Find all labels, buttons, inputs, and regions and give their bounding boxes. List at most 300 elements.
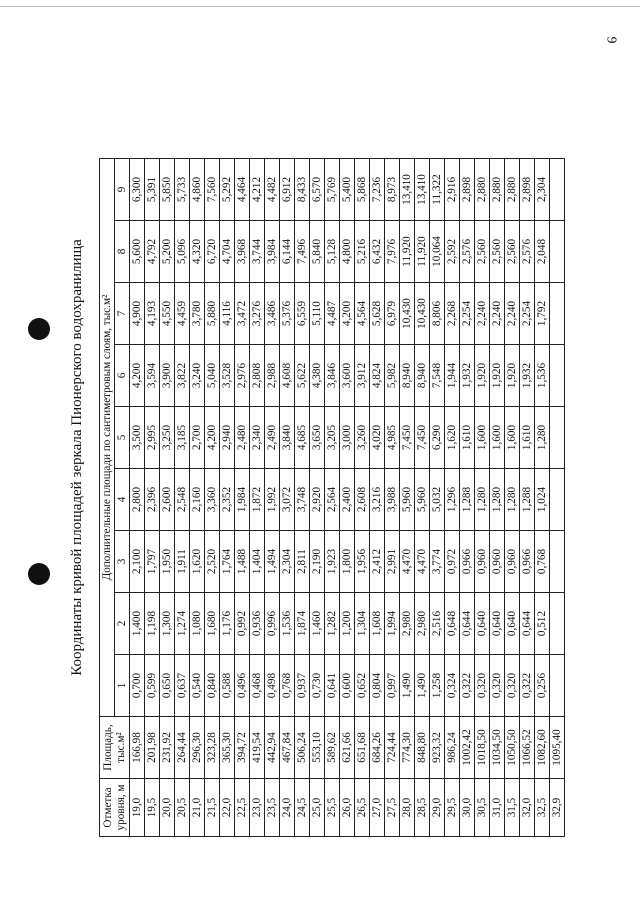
column-number-header: 8 — [115, 221, 130, 283]
additional-area-cell: 4,564 — [355, 283, 370, 345]
additional-area-cell: 2,396 — [145, 469, 160, 531]
additional-area-cell: 0,540 — [190, 655, 205, 717]
additional-area-cell: 1,404 — [250, 531, 265, 593]
additional-area-cell: 1,984 — [235, 469, 250, 531]
additional-area-cell: 1,304 — [355, 593, 370, 655]
additional-area-cell: 4,464 — [235, 159, 250, 221]
additional-area-cell: 6,912 — [280, 159, 295, 221]
column-number-header: 6 — [115, 345, 130, 407]
additional-area-cell: 4,200 — [205, 407, 220, 469]
level-cell: 29,0 — [430, 779, 445, 837]
additional-area-cell: 4,200 — [340, 283, 355, 345]
additional-area-cell: 4,320 — [190, 221, 205, 283]
level-cell: 24,5 — [295, 779, 310, 837]
area-cell: 684,26 — [370, 717, 385, 779]
additional-area-cell: 0,960 — [475, 531, 490, 593]
column-number-header: 9 — [115, 159, 130, 221]
additional-area-cell: 2,304 — [535, 159, 550, 221]
header-additional-areas: Дополнительные площади по сантиметровым слоям, тыс.м² — [100, 159, 115, 717]
area-cell: 1002,42 — [460, 717, 475, 779]
additional-area-cell: 1,490 — [400, 655, 415, 717]
additional-area-cell: 3,360 — [205, 469, 220, 531]
area-cell: 467,84 — [280, 717, 295, 779]
area-cell: 923,32 — [430, 717, 445, 779]
additional-area-cell: 3,984 — [265, 221, 280, 283]
additional-area-cell: 2,940 — [220, 407, 235, 469]
additional-area-cell: 1,872 — [250, 469, 265, 531]
additional-area-cell: 1,932 — [460, 345, 475, 407]
level-cell: 20,5 — [175, 779, 190, 837]
table-row — [460, 159, 475, 837]
table-row — [145, 159, 160, 837]
additional-area-cell: 1,600 — [490, 407, 505, 469]
additional-area-cell: 5,110 — [310, 283, 325, 345]
additional-area-cell: 11,322 — [430, 159, 445, 221]
additional-area-cell: 3,840 — [280, 407, 295, 469]
additional-area-cell: 0,599 — [145, 655, 160, 717]
additional-area-cell: 5,733 — [175, 159, 190, 221]
level-cell: 29,5 — [445, 779, 460, 837]
additional-area-cell: 5,600 — [130, 221, 145, 283]
level-cell: 23,0 — [250, 779, 265, 837]
additional-area-cell: 2,516 — [430, 593, 445, 655]
additional-area-cell: 0,936 — [250, 593, 265, 655]
additional-area-cell: 2,600 — [160, 469, 175, 531]
area-cell: 296,30 — [190, 717, 205, 779]
additional-area-cell: 3,528 — [220, 345, 235, 407]
area-cell: 848,80 — [415, 717, 430, 779]
additional-area-cell: 4,380 — [310, 345, 325, 407]
additional-area-cell: 1,198 — [145, 593, 160, 655]
additional-area-cell: 1,911 — [175, 531, 190, 593]
additional-area-cell — [550, 283, 565, 345]
additional-area-cell: 1,200 — [340, 593, 355, 655]
level-cell: 23,5 — [265, 779, 280, 837]
additional-area-cell: 0,960 — [490, 531, 505, 593]
additional-area-cell: 10,064 — [430, 221, 445, 283]
additional-area-cell: 2,898 — [520, 159, 535, 221]
level-cell: 21,0 — [190, 779, 205, 837]
additional-area-cell: 6,144 — [280, 221, 295, 283]
additional-area-cell: 0,600 — [340, 655, 355, 717]
additional-area-cell: 1,288 — [520, 469, 535, 531]
additional-area-cell: 0,972 — [445, 531, 460, 593]
table-body — [130, 159, 565, 837]
table-row — [160, 159, 175, 837]
additional-area-cell: 1,608 — [370, 593, 385, 655]
additional-area-cell: 11,920 — [415, 221, 430, 283]
level-cell: 31,5 — [505, 779, 520, 837]
level-cell: 28,5 — [415, 779, 430, 837]
additional-area-cell: 2,976 — [235, 345, 250, 407]
table-row — [280, 159, 295, 837]
area-cell: 986,24 — [445, 717, 460, 779]
additional-area-cell: 5,850 — [160, 159, 175, 221]
additional-area-cell: 0,648 — [445, 593, 460, 655]
level-cell: 25,0 — [310, 779, 325, 837]
level-cell: 22,0 — [220, 779, 235, 837]
additional-area-cell: 1,274 — [175, 593, 190, 655]
additional-area-cell: 4,608 — [280, 345, 295, 407]
additional-area-cell: 3,650 — [310, 407, 325, 469]
additional-area-cell: 2,352 — [220, 469, 235, 531]
additional-area-cell: 2,100 — [130, 531, 145, 593]
additional-area-cell: 5,128 — [325, 221, 340, 283]
area-cell: 394,72 — [235, 717, 250, 779]
additional-area-cell: 11,920 — [400, 221, 415, 283]
table-row — [490, 159, 505, 837]
area-cell: 166,98 — [130, 717, 145, 779]
area-cell: 264,44 — [175, 717, 190, 779]
additional-area-cell: 1,080 — [190, 593, 205, 655]
additional-area-cell: 2,340 — [250, 407, 265, 469]
table-row — [265, 159, 280, 837]
additional-area-cell: 3,240 — [190, 345, 205, 407]
table-row — [370, 159, 385, 837]
additional-area-cell: 10,430 — [400, 283, 415, 345]
additional-area-cell — [550, 345, 565, 407]
additional-area-cell: 0,320 — [490, 655, 505, 717]
additional-area-cell: 1,400 — [130, 593, 145, 655]
additional-area-cell: 7,236 — [370, 159, 385, 221]
additional-area-cell: 2,898 — [460, 159, 475, 221]
level-cell: 27,0 — [370, 779, 385, 837]
level-cell: 25,5 — [325, 779, 340, 837]
additional-area-cell: 4,482 — [265, 159, 280, 221]
additional-area-cell: 0,937 — [295, 655, 310, 717]
additional-area-cell: 1,610 — [520, 407, 535, 469]
additional-area-cell: 1,994 — [385, 593, 400, 655]
table-row — [250, 159, 265, 837]
additional-area-cell: 3,780 — [190, 283, 205, 345]
additional-area-cell: 1,932 — [520, 345, 535, 407]
additional-area-cell: 1,920 — [505, 345, 520, 407]
table-row — [205, 159, 220, 837]
additional-area-cell: 5,096 — [175, 221, 190, 283]
column-number-header: 2 — [115, 593, 130, 655]
table-row — [130, 159, 145, 837]
additional-area-cell — [550, 159, 565, 221]
level-cell: 32,0 — [520, 779, 535, 837]
additional-area-cell: 5,040 — [205, 345, 220, 407]
additional-area-cell: 0,496 — [235, 655, 250, 717]
level-cell: 20,0 — [160, 779, 175, 837]
level-cell: 19,0 — [130, 779, 145, 837]
additional-area-cell: 0,640 — [475, 593, 490, 655]
additional-area-cell: 4,824 — [370, 345, 385, 407]
additional-area-cell: 5,376 — [280, 283, 295, 345]
additional-area-cell: 13,410 — [400, 159, 415, 221]
area-cell: 231,92 — [160, 717, 175, 779]
additional-area-cell: 7,560 — [205, 159, 220, 221]
additional-area-cell: 4,212 — [250, 159, 265, 221]
additional-area-cell: 4,020 — [370, 407, 385, 469]
additional-area-cell: 1,920 — [475, 345, 490, 407]
level-cell: 26,0 — [340, 779, 355, 837]
table-row — [415, 159, 430, 837]
additional-area-cell: 5,200 — [160, 221, 175, 283]
additional-area-cell: 3,968 — [235, 221, 250, 283]
additional-area-cell: 1,024 — [535, 469, 550, 531]
additional-area-cell: 7,450 — [400, 407, 415, 469]
additional-area-cell: 1,460 — [310, 593, 325, 655]
header-level: Отметка уровня, м — [100, 779, 130, 837]
additional-area-cell: 0,960 — [505, 531, 520, 593]
area-cell: 1050,50 — [505, 717, 520, 779]
table-row — [400, 159, 415, 837]
additional-area-cell: 2,304 — [280, 531, 295, 593]
additional-area-cell: 0,320 — [475, 655, 490, 717]
additional-area-cell: 2,800 — [130, 469, 145, 531]
additional-area-cell: 1,600 — [475, 407, 490, 469]
additional-area-cell: 2,560 — [490, 221, 505, 283]
additional-area-cell: 0,992 — [235, 593, 250, 655]
additional-area-cell: 1,288 — [460, 469, 475, 531]
additional-area-cell: 0,512 — [535, 593, 550, 655]
additional-area-cell: 1,874 — [295, 593, 310, 655]
additional-area-cell: 2,576 — [460, 221, 475, 283]
additional-area-cell: 1,280 — [535, 407, 550, 469]
table-row — [550, 159, 565, 837]
additional-area-cell: 3,486 — [265, 283, 280, 345]
additional-area-cell — [550, 221, 565, 283]
additional-area-cell: 5,400 — [340, 159, 355, 221]
additional-area-cell: 2,991 — [385, 531, 400, 593]
additional-area-cell: 1,536 — [535, 345, 550, 407]
additional-area-cell: 1,282 — [325, 593, 340, 655]
additional-area-cell: 2,592 — [445, 221, 460, 283]
additional-area-cell: 0,644 — [460, 593, 475, 655]
additional-area-cell: 3,748 — [295, 469, 310, 531]
additional-area-cell: 2,980 — [415, 593, 430, 655]
additional-area-cell: 0,652 — [355, 655, 370, 717]
additional-area-cell: 1,944 — [445, 345, 460, 407]
additional-area-cell: 6,720 — [205, 221, 220, 283]
additional-area-cell: 4,193 — [145, 283, 160, 345]
additional-area-cell: 2,480 — [235, 407, 250, 469]
additional-area-cell: 2,920 — [310, 469, 325, 531]
table-row — [430, 159, 445, 837]
additional-area-cell: 7,496 — [295, 221, 310, 283]
level-cell: 28,0 — [400, 779, 415, 837]
additional-area-cell — [550, 593, 565, 655]
additional-area-cell: 0,768 — [535, 531, 550, 593]
additional-area-cell: 2,240 — [490, 283, 505, 345]
additional-area-cell: 5,292 — [220, 159, 235, 221]
additional-area-cell: 4,685 — [295, 407, 310, 469]
additional-area-cell: 0,320 — [505, 655, 520, 717]
additional-area-cell: 4,704 — [220, 221, 235, 283]
additional-area-cell: 5,391 — [145, 159, 160, 221]
additional-area-cell: 5,960 — [415, 469, 430, 531]
additional-area-cell: 1,280 — [505, 469, 520, 531]
additional-area-cell: 4,200 — [130, 345, 145, 407]
table-row — [535, 159, 550, 837]
additional-area-cell: 2,811 — [295, 531, 310, 593]
level-cell: 22,5 — [235, 779, 250, 837]
additional-area-cell: 1,296 — [445, 469, 460, 531]
additional-area-cell: 0,256 — [535, 655, 550, 717]
area-cell: 442,94 — [265, 717, 280, 779]
additional-area-cell: 0,640 — [505, 593, 520, 655]
additional-area-cell: 4,550 — [160, 283, 175, 345]
table-row — [190, 159, 205, 837]
level-cell: 24,0 — [280, 779, 295, 837]
additional-area-cell — [550, 655, 565, 717]
additional-area-cell: 5,216 — [355, 221, 370, 283]
additional-area-cell: 3,250 — [160, 407, 175, 469]
additional-area-cell: 2,560 — [475, 221, 490, 283]
additional-area-cell: 3,276 — [250, 283, 265, 345]
additional-area-cell: 1,920 — [490, 345, 505, 407]
additional-area-cell: 1,494 — [265, 531, 280, 593]
additional-area-cell: 1,923 — [325, 531, 340, 593]
area-cell: 1018,50 — [475, 717, 490, 779]
additional-area-cell: 3,744 — [250, 221, 265, 283]
additional-area-cell: 0,637 — [175, 655, 190, 717]
additional-area-cell: 8,940 — [415, 345, 430, 407]
area-cell: 201,98 — [145, 717, 160, 779]
additional-area-cell: 5,880 — [205, 283, 220, 345]
additional-area-cell: 0,324 — [445, 655, 460, 717]
additional-area-cell — [550, 469, 565, 531]
area-cell: 724,44 — [385, 717, 400, 779]
additional-area-cell: 1,620 — [190, 531, 205, 593]
column-number-header: 7 — [115, 283, 130, 345]
area-cell: 1066,52 — [520, 717, 535, 779]
additional-area-cell: 2,520 — [205, 531, 220, 593]
additional-area-cell: 0,644 — [520, 593, 535, 655]
additional-area-cell: 4,900 — [130, 283, 145, 345]
additional-area-cell: 3,912 — [355, 345, 370, 407]
additional-area-cell: 2,240 — [475, 283, 490, 345]
additional-area-cell: 1,764 — [220, 531, 235, 593]
additional-area-cell: 4,470 — [415, 531, 430, 593]
additional-area-cell: 1,620 — [445, 407, 460, 469]
additional-area-cell: 0,730 — [310, 655, 325, 717]
additional-area-cell: 3,600 — [340, 345, 355, 407]
additional-area-cell: 3,822 — [175, 345, 190, 407]
additional-area-cell: 2,190 — [310, 531, 325, 593]
additional-area-cell: 1,176 — [220, 593, 235, 655]
additional-area-cell: 6,559 — [295, 283, 310, 345]
additional-area-cell: 3,000 — [340, 407, 355, 469]
level-cell: 26,5 — [355, 779, 370, 837]
additional-area-cell: 0,840 — [205, 655, 220, 717]
additional-area-cell: 2,980 — [400, 593, 415, 655]
column-number-header: 5 — [115, 407, 130, 469]
area-cell: 1095,40 — [550, 717, 565, 779]
additional-area-cell: 4,116 — [220, 283, 235, 345]
additional-area-cell: 8,433 — [295, 159, 310, 221]
additional-area-cell: 1,258 — [430, 655, 445, 717]
additional-area-cell: 1,300 — [160, 593, 175, 655]
additional-area-cell: 0,966 — [520, 531, 535, 593]
table-row — [475, 159, 490, 837]
additional-area-cell: 2,400 — [340, 469, 355, 531]
additional-area-cell: 4,470 — [400, 531, 415, 593]
rotated-sheet — [57, 60, 592, 855]
additional-area-cell: 5,769 — [325, 159, 340, 221]
area-curve-table — [99, 158, 565, 837]
additional-area-cell: 2,548 — [175, 469, 190, 531]
table-row — [220, 159, 235, 837]
additional-area-cell: 0,322 — [460, 655, 475, 717]
additional-area-cell: 3,900 — [160, 345, 175, 407]
level-cell: 32,9 — [550, 779, 565, 837]
area-cell: 1082,60 — [535, 717, 550, 779]
additional-area-cell: 1,488 — [235, 531, 250, 593]
additional-area-cell: 0,966 — [460, 531, 475, 593]
punch-hole-bottom — [28, 563, 50, 585]
additional-area-cell: 1,792 — [535, 283, 550, 345]
additional-area-cell: 1,800 — [340, 531, 355, 593]
additional-area-cell: 1,992 — [265, 469, 280, 531]
additional-area-cell: 2,564 — [325, 469, 340, 531]
table-row — [295, 159, 310, 837]
additional-area-cell: 0,322 — [520, 655, 535, 717]
additional-area-cell: 7,548 — [430, 345, 445, 407]
additional-area-cell: 3,260 — [355, 407, 370, 469]
additional-area-cell: 1,950 — [160, 531, 175, 593]
level-cell: 31,0 — [490, 779, 505, 837]
table-row — [325, 159, 340, 837]
additional-area-cell: 0,588 — [220, 655, 235, 717]
additional-area-cell: 0,468 — [250, 655, 265, 717]
area-cell: 365,30 — [220, 717, 235, 779]
additional-area-cell: 3,185 — [175, 407, 190, 469]
additional-area-cell: 10,430 — [415, 283, 430, 345]
additional-area-cell: 2,880 — [505, 159, 520, 221]
area-cell: 774,30 — [400, 717, 415, 779]
additional-area-cell: 3,472 — [235, 283, 250, 345]
additional-area-cell — [550, 531, 565, 593]
area-cell: 621,66 — [340, 717, 355, 779]
table-row — [445, 159, 460, 837]
additional-area-cell: 2,988 — [265, 345, 280, 407]
additional-area-cell: 2,490 — [265, 407, 280, 469]
additional-area-cell: 0,700 — [130, 655, 145, 717]
additional-area-cell: 3,846 — [325, 345, 340, 407]
level-cell: 30,0 — [460, 779, 475, 837]
additional-area-cell: 5,960 — [400, 469, 415, 531]
table-row — [520, 159, 535, 837]
additional-area-cell: 3,594 — [145, 345, 160, 407]
additional-area-cell: 1,600 — [505, 407, 520, 469]
additional-area-cell: 1,490 — [415, 655, 430, 717]
additional-area-cell: 13,410 — [415, 159, 430, 221]
table-row — [355, 159, 370, 837]
additional-area-cell: 2,048 — [535, 221, 550, 283]
additional-area-cell: 1,536 — [280, 593, 295, 655]
additional-area-cell: 0,997 — [385, 655, 400, 717]
additional-area-cell: 2,995 — [145, 407, 160, 469]
additional-area-cell: 1,280 — [475, 469, 490, 531]
additional-area-cell: 2,254 — [460, 283, 475, 345]
additional-area-cell: 4,860 — [190, 159, 205, 221]
additional-area-cell: 1,956 — [355, 531, 370, 593]
area-cell: 419,54 — [250, 717, 265, 779]
level-cell: 27,5 — [385, 779, 400, 837]
additional-area-cell: 0,996 — [265, 593, 280, 655]
punch-hole-top — [28, 318, 50, 340]
additional-area-cell: 2,880 — [475, 159, 490, 221]
additional-area-cell: 2,576 — [520, 221, 535, 283]
additional-area-cell: 5,982 — [385, 345, 400, 407]
additional-area-cell: 2,268 — [445, 283, 460, 345]
additional-area-cell: 1,610 — [460, 407, 475, 469]
additional-area-cell: 0,641 — [325, 655, 340, 717]
